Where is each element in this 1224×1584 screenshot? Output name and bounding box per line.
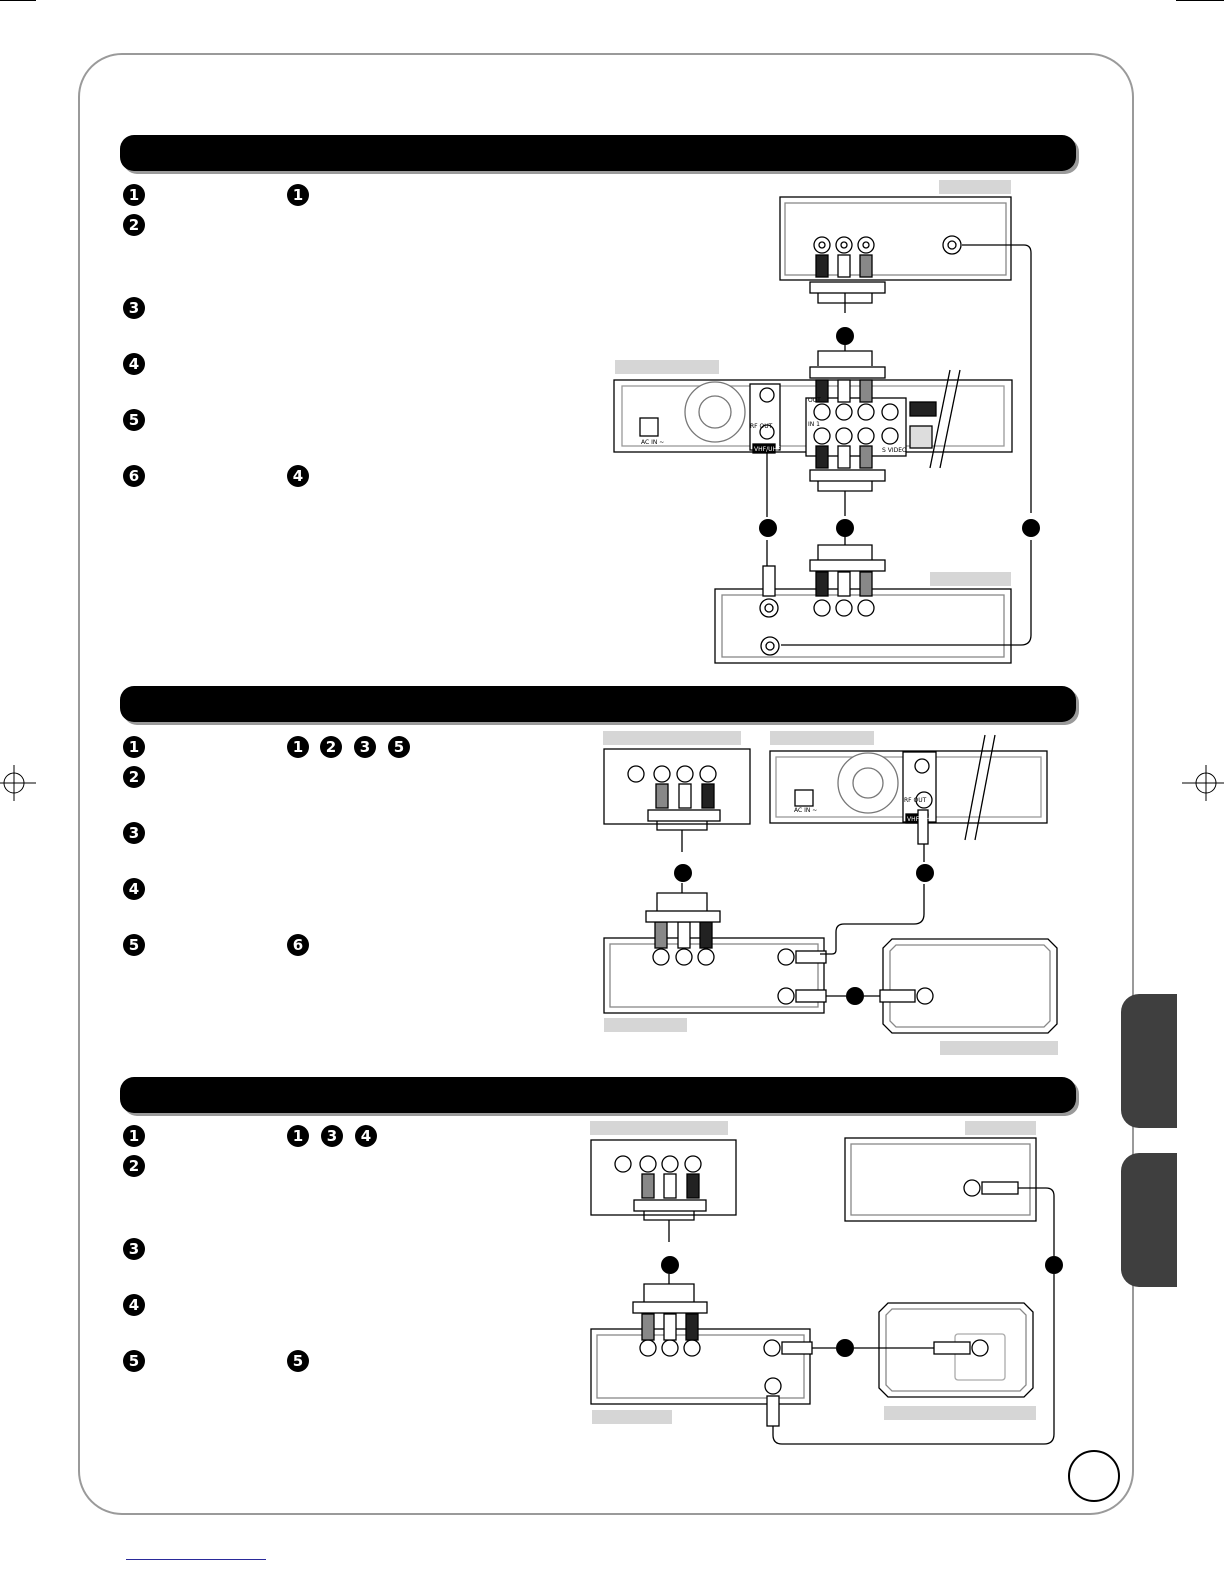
ac-in-label: AC IN ~ [641,439,665,446]
step-number-icon: 2 [123,766,145,788]
step-number-icon: 4 [123,353,145,375]
section-3-connection-diagram [585,1118,1065,1448]
step-ref-icon: 1 [287,184,309,206]
step-ref-icon: 6 [287,934,309,956]
rf-out-label: RF OUT [904,797,927,804]
vhf-uhf-label: VHF/UHF [907,816,934,823]
section-1-header-bar [120,135,1076,171]
step-number-icon: 1 [123,1125,145,1147]
section-1-connection-diagram [600,175,1050,670]
step-number-icon: 3 [123,822,145,844]
crop-mark-top-right [1176,0,1224,1]
step-number-icon: 5 [123,409,145,431]
footnote-underline [126,1559,266,1560]
rf-out-label: RF OUT [750,423,773,430]
step-ref-icon: 3 [354,736,376,758]
step-number-icon: 5 [123,1350,145,1372]
step-ref-icon: 4 [287,465,309,487]
step-number-icon: 1 [123,184,145,206]
step-number-icon: 5 [123,934,145,956]
section-2-connection-diagram [598,728,1064,1058]
section-3-header-bar [120,1077,1076,1113]
side-tab-lower[interactable] [1121,1153,1177,1287]
step-number-icon: 1 [123,736,145,758]
registration-mark-left [0,765,36,801]
page-number-circle-icon [1068,1450,1120,1502]
step-ref-icon: 5 [287,1350,309,1372]
step-ref-icon: 1 [287,736,309,758]
step-number-icon: 4 [123,878,145,900]
s-video-label: S VIDEO [882,447,907,454]
crop-mark-top-left [0,0,36,1]
side-tab-upper[interactable] [1121,994,1177,1128]
step-ref-icon: 2 [320,736,342,758]
step-number-icon: 2 [123,1155,145,1177]
audio-in-label: IN 1 [808,421,820,428]
step-ref-icon: 4 [355,1125,377,1147]
registration-mark-right [1182,765,1224,801]
step-ref-icon: 3 [321,1125,343,1147]
step-number-icon: 2 [123,214,145,236]
step-number-icon: 4 [123,1294,145,1316]
vhf-uhf-label: VHF/UHF [754,446,781,453]
step-number-icon: 6 [123,465,145,487]
ac-in-label: AC IN ~ [794,807,818,814]
section-2-header-bar [120,686,1076,722]
audio-out-label: OUT [808,397,821,404]
step-ref-icon: 5 [388,736,410,758]
step-ref-icon: 1 [287,1125,309,1147]
step-number-icon: 3 [123,297,145,319]
step-number-icon: 3 [123,1238,145,1260]
